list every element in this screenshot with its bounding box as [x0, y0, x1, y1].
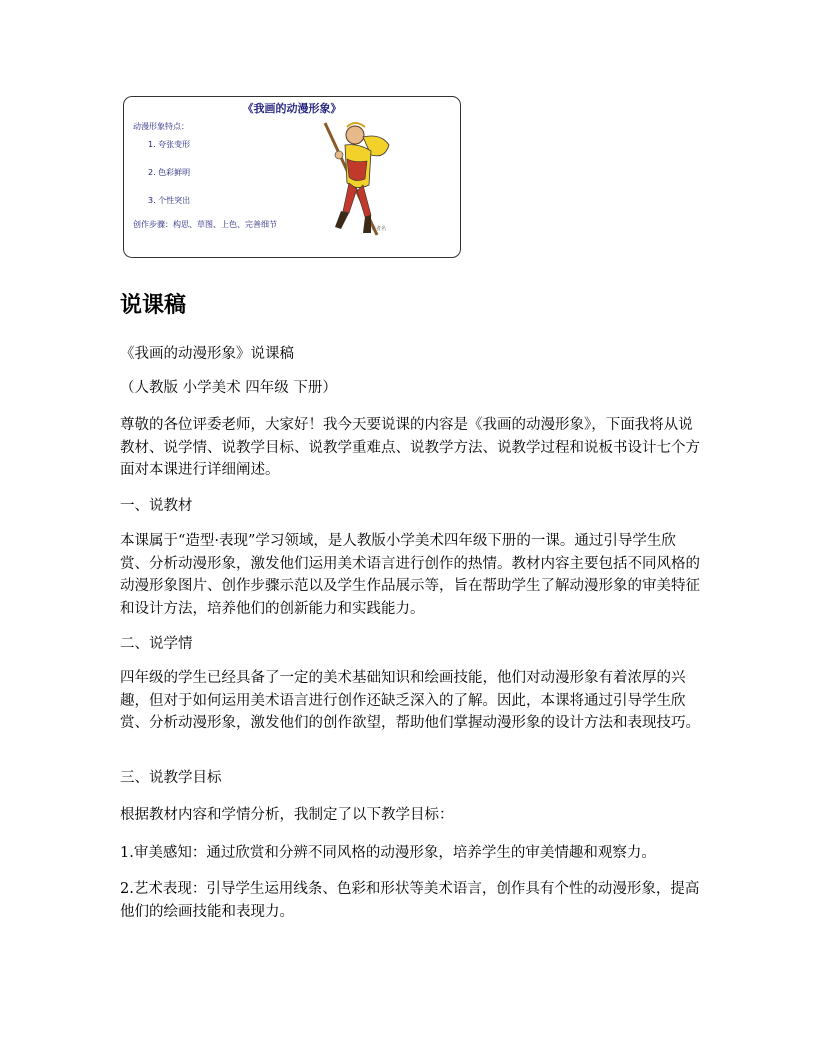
goal-1: 1.审美感知：通过欣赏和分辨不同风格的动漫形象，培养学生的审美情趣和观察力。	[120, 845, 656, 861]
section-3-title: 三、说教学目标	[120, 770, 222, 786]
lesson-slide-image	[123, 96, 461, 258]
section-2-body: 四年级的学生已经具备了一定的美术基础知识和绘画技能，他们对动漫形象有着浓厚的兴趣，但对于如何运用美术语言进行创作还缺乏深入的了解。因此，本课将通过引导学生欣赏、分析动漫形象，激发他们的创作欲望，帮助他们掌握动漫形象的设计方法和表现技巧。	[120, 670, 700, 731]
doc-title-line: 《我画的动漫形象》说课稿	[120, 346, 294, 362]
intro-paragraph: 尊敬的各位评委老师，大家好！我今天要说课的内容是《我画的动漫形象》，下面我将从说教材、说学情、说教学目标、说教学重难点、说教学方法、说教学过程和说板书设计七个方面对本课进行详细阐述。	[120, 417, 700, 478]
slide-title: 《我画的动漫形象》	[242, 102, 342, 115]
section-1-title: 一、说教材	[120, 498, 193, 514]
monkey-king-illustration	[319, 115, 399, 245]
slide-signature: 作者名	[371, 226, 387, 232]
slide-subtitle: 动漫形象特点：	[133, 122, 189, 131]
slide-item: 1. 夸张变形	[148, 140, 191, 149]
page-heading: 说课稿	[120, 293, 187, 318]
slide-steps: 创作步骤：构思、草图、上色、完善细节	[133, 220, 277, 229]
section-3-intro: 根据教材内容和学情分析，我制定了以下教学目标：	[120, 807, 454, 823]
doc-edition: （人教版 小学美术 四年级 下册）	[120, 380, 337, 396]
goal-2: 2.艺术表现：引导学生运用线条、色彩和形状等美术语言，创作具有个性的动漫形象，提高他们的绘画技能和表现力。	[120, 881, 700, 920]
section-2-title: 二、说学情	[120, 636, 193, 652]
slide-item: 2. 色彩鲜明	[148, 168, 191, 177]
section-1-body: 本课属于“造型·表现”学习领域，是人教版小学美术四年级下册的一课。通过引导学生欣赏、分析动漫形象，激发他们运用美术语言进行创作的热情。教材内容主要包括不同风格的动漫形象图片、创作步骤示范以及学生作品展示等，旨在帮助学生了解动漫形象的审美特征和设计方法，培养他们的创新能力和实践能力。	[120, 533, 700, 617]
slide-item: 3. 个性突出	[148, 196, 191, 205]
